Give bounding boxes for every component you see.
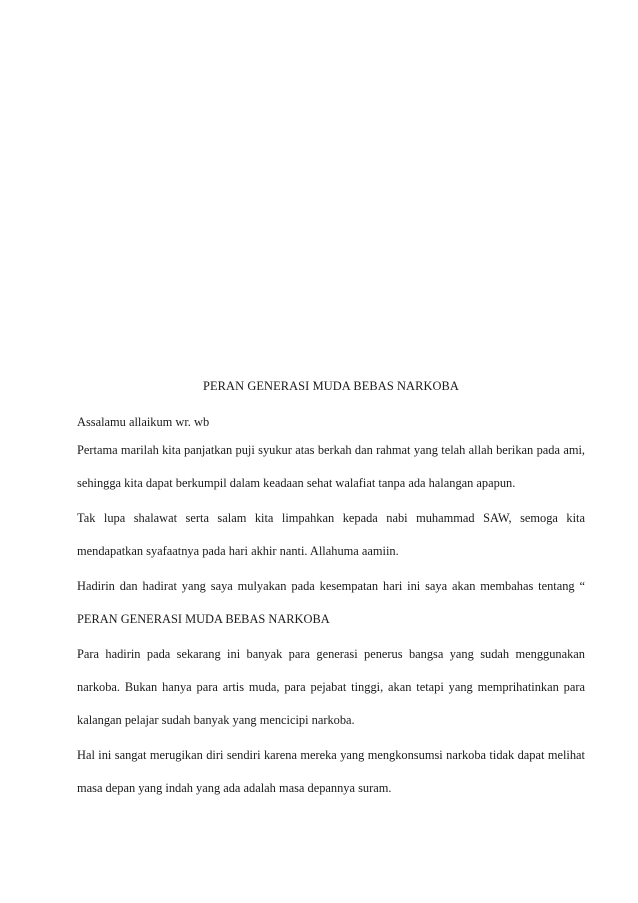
paragraph-narkoba-users: Para hadirin pada sekarang ini banyak para generasi penerus bangsa yang sudah menggunakan narkoba. Bukan hanya para artis muda, para pejabat tinggi, akan tetapi yang memprihatinkan para kalangan pelajar sudah banyak yang mencicipi narkoba. — [77, 647, 585, 727]
paragraph-consequences: Hal ini sangat merugikan diri sendiri karena mereka yang mengkonsumsi narkoba tidak dapat melihat masa depan yang indah yang ada adalah masa depannya suram. — [77, 748, 585, 795]
paragraph-shalawat: Tak lupa shalawat serta salam kita limpahkan kepada nabi muhammad SAW, semoga kita mendapatkan syafaatnya pada hari akhir nanti. Allahuma aamiin. — [77, 511, 585, 558]
paragraph-opening: Pertama marilah kita panjatkan puji syukur atas berkah dan rahmat yang telah allah berikan pada ami, sehingga kita dapat berkumpil dalam keadaan sehat walafiat tanpa ada halangan apapun. — [77, 443, 585, 490]
document-body — [77, 378, 585, 805]
paragraph-topic: Hadirin dan hadirat yang saya mulyakan pada kesempatan hari ini saya akan membahas tentang “ PERAN GENERASI MUDA BEBAS NARKOBA — [77, 579, 585, 626]
document-title: PERAN GENERASI MUDA BEBAS NARKOBA — [203, 379, 459, 393]
greeting-line: Assalamu allaikum wr. wb — [77, 415, 210, 429]
